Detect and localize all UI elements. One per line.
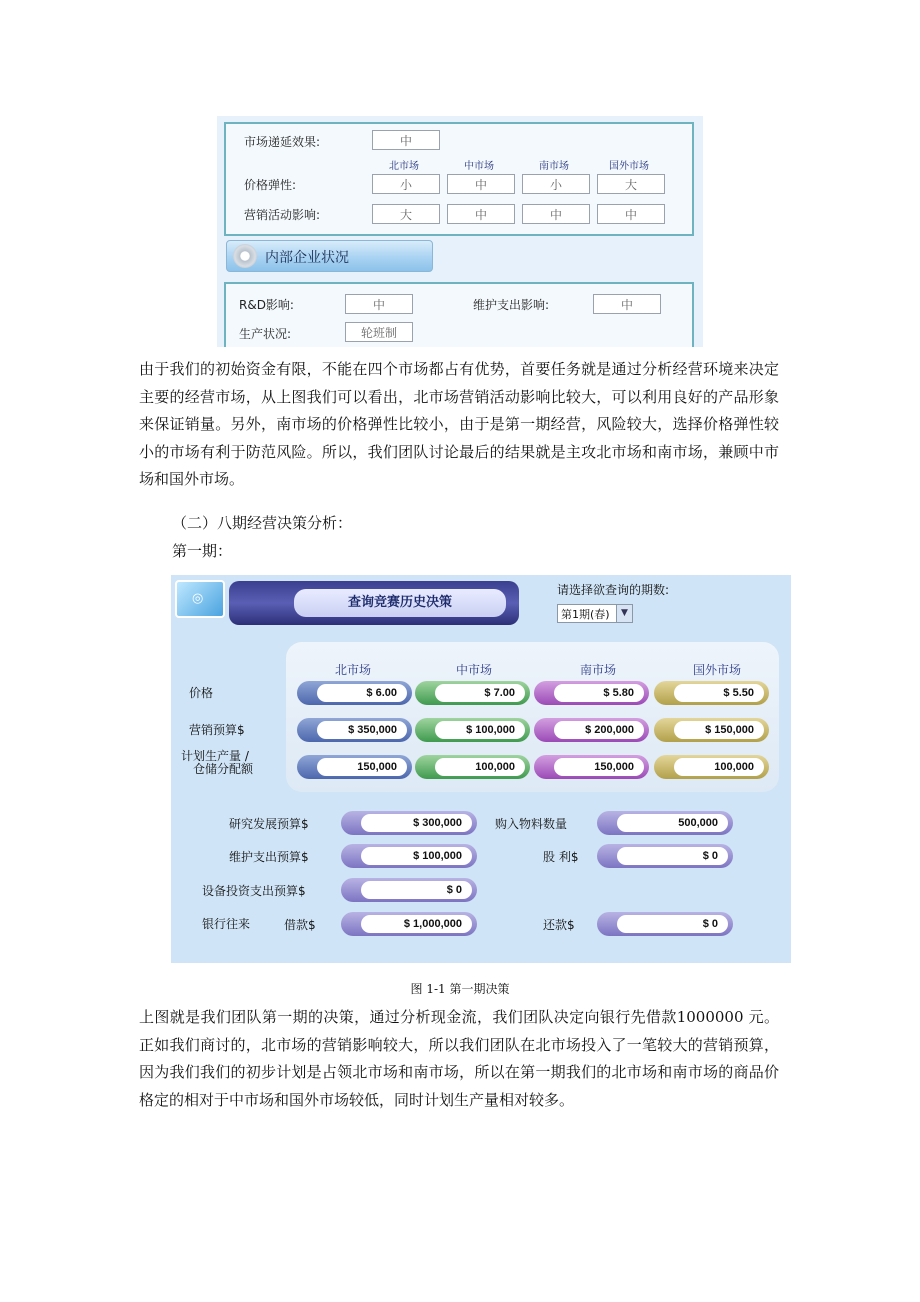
repay-label: 还款$ [543,918,575,932]
rd-label: R&D影响: [239,298,294,312]
paragraph-2: 上图就是我们团队第一期的决策，通过分析现金流，我们团队决定向银行先借款1000000 元。正如我们商讨的，北市场的营销影响较大，所以我们团队在北市场投入了一笔较大的营销预算，因为我们我们的初步计划是占领北市场和南市场，所以在第一期我们的北市场和南市场的商品价格定的相对于中市场和国外市场较低，同时计划生产量相对较多。 [139,1008,779,1109]
marketing-impact-label: 营销活动影响: [244,208,321,222]
col-central: 中市场 [464,161,494,172]
paragraph-1: 由于我们的初始资金有限，不能在四个市场都占有优势，首要任务就是通过分析经营环境来决定主要的经营市场，从上图我们可以看出，北市场营销活动影响比较大，可以利用良好的产品形象来保证销量。另外，南市场的价格弹性比较小，由于是第一期经营，风险较大，选择价格弹性较小的市场有利于防范风险。所以，我们团队讨论最后的结果就是主攻北市场和南市场，兼顾中市场和国外市场。 [139,360,779,488]
impact-north: 大 [372,204,440,224]
maintenance-label: 维护支出影响: [473,298,550,312]
production-plan-label: 计划生产量 / 仓储分配额 [181,749,254,776]
period-prompt: 请选择欲查询的期数: [557,583,670,597]
section-heading: （二）八期经营决策分析： [172,514,353,532]
repay-field[interactable]: $ 0 [597,912,733,936]
banner-title: 查询竞赛历史决策 [294,589,506,617]
production-foreign[interactable]: 100,000 [654,755,769,779]
elasticity-north: 小 [372,174,440,194]
period-select-value: 第1期(春) [561,608,610,621]
col-south: 南市场 [539,161,569,172]
gear-icon [233,244,257,268]
decision-panel [171,575,791,963]
price-foreign[interactable]: $ 5.50 [654,681,769,705]
budget-south[interactable]: $ 200,000 [534,718,649,742]
rd-field: 中 [345,294,413,314]
maintenance-budget-label: 维护支出预算$ [229,850,309,864]
chevron-down-icon[interactable]: ▼ [616,605,632,622]
impact-foreign: 中 [597,204,665,224]
production-field: 轮班制 [345,322,413,342]
production-north[interactable]: 150,000 [297,755,412,779]
budget-foreign[interactable]: $ 150,000 [654,718,769,742]
equipment-field[interactable]: $ 0 [341,878,477,902]
borrow-label: 借款$ [284,918,316,932]
budget-central[interactable]: $ 100,000 [415,718,530,742]
market-delay-field: 中 [372,130,440,150]
market-foreign: 国外市场 [692,663,741,677]
price-central[interactable]: $ 7.00 [415,681,530,705]
production-central[interactable]: 100,000 [415,755,530,779]
dividend-label: 股 利$ [543,850,579,864]
price-south[interactable]: $ 5.80 [534,681,649,705]
impact-central: 中 [447,204,515,224]
period-select[interactable] [557,604,633,623]
internal-status-title: 内部企业状况 [265,250,349,266]
figure-caption: 图 1-1 第一期决策 [410,982,510,996]
maintenance-budget-field[interactable]: $ 100,000 [341,844,477,868]
period-heading: 第一期： [172,542,233,560]
rd-budget-field[interactable]: $ 300,000 [341,811,477,835]
price-label: 价格 [189,686,214,700]
market-delay-label: 市场递延效果: [244,135,321,149]
equipment-label: 设备投资支出预算$ [202,884,306,898]
market-south: 南市场 [579,663,616,677]
col-foreign: 国外市场 [609,161,649,172]
dividend-field[interactable]: $ 0 [597,844,733,868]
elasticity-central: 中 [447,174,515,194]
borrow-field[interactable]: $ 1,000,000 [341,912,477,936]
budget-north[interactable]: $ 350,000 [297,718,412,742]
rd-budget-label: 研究发展预算$ [229,817,309,831]
price-north[interactable]: $ 6.00 [297,681,412,705]
material-field[interactable]: 500,000 [597,811,733,835]
bank-label: 银行往来 [202,917,251,931]
price-elasticity-label: 价格弹性: [244,178,297,192]
production-label: 生产状况: [239,327,292,341]
market-central: 中市场 [455,663,492,677]
elasticity-south: 小 [522,174,590,194]
disc-icon: ◎ [175,580,225,618]
material-label: 购入物料数量 [495,817,568,831]
history-banner [229,581,519,625]
maintenance-field: 中 [593,294,661,314]
budget-label: 营销预算$ [189,723,245,737]
environment-panel [217,116,703,347]
production-south[interactable]: 150,000 [534,755,649,779]
elasticity-foreign: 大 [597,174,665,194]
impact-south: 中 [522,204,590,224]
market-north: 北市场 [334,663,371,677]
col-north: 北市场 [389,161,419,172]
internal-status-header [226,240,433,272]
